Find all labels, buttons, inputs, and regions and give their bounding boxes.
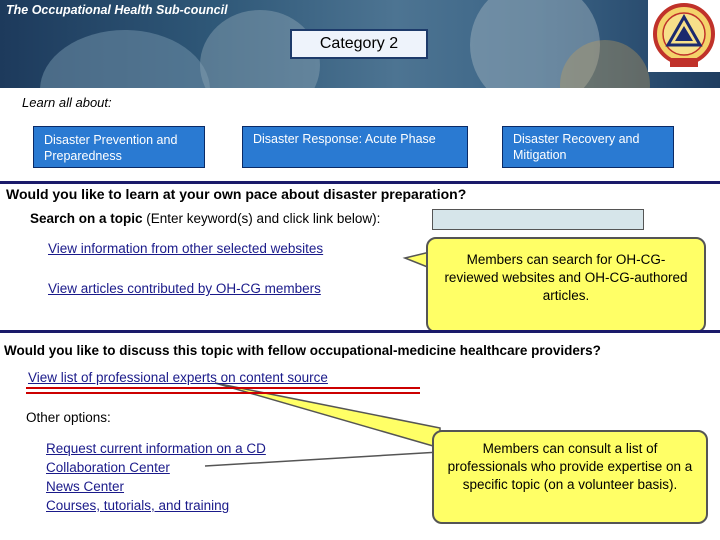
category-box[interactable]: Category 2 xyxy=(290,29,428,59)
disaster-prevention-button[interactable]: Disaster Prevention and Preparedness xyxy=(33,126,205,168)
experts-red-underline xyxy=(26,392,420,394)
news-center-link[interactable]: News Center xyxy=(46,479,125,494)
view-member-articles-link[interactable]: View articles contributed by OH-CG members xyxy=(48,281,321,296)
header-title: The Occupational Health Sub-council xyxy=(6,3,228,17)
disaster-recovery-button[interactable]: Disaster Recovery and Mitigation xyxy=(502,126,674,168)
experts-info-callout xyxy=(432,430,708,524)
self-paced-question: Would you like to learn at your own pace about disaster preparation? xyxy=(6,186,467,202)
search-info-text: Members can search for OH-CG-reviewed websites and OH-CG-authored articles. xyxy=(444,252,688,303)
search-info-callout xyxy=(426,237,706,333)
disaster-response-button[interactable]: Disaster Response: Acute Phase xyxy=(242,126,468,168)
view-other-websites-link[interactable]: View information from other selected websites xyxy=(48,241,324,256)
search-label-hint: (Enter keyword(s) and click link below): xyxy=(142,211,381,226)
request-cd-link[interactable]: Request current information on a CD xyxy=(46,441,266,456)
collaboration-center-link[interactable]: Collaboration Center xyxy=(46,460,170,475)
view-experts-link[interactable]: View list of professional experts on content source xyxy=(28,370,328,385)
experts-red-underline xyxy=(26,387,420,389)
courses-link[interactable]: Courses, tutorials, and training xyxy=(46,498,230,513)
section-divider xyxy=(0,330,720,333)
discuss-question: Would you like to discuss this topic with fellow occupational-medicine healthcare providers? xyxy=(4,343,601,358)
other-options-label: Other options: xyxy=(26,410,111,425)
search-label-bold: Search on a topic xyxy=(30,211,143,226)
experts-info-text: Members can consult a list of professionals who provide expertise on a specific topic (on a volunteer basis). xyxy=(447,441,693,492)
learn-label: Learn all about: xyxy=(22,95,112,110)
